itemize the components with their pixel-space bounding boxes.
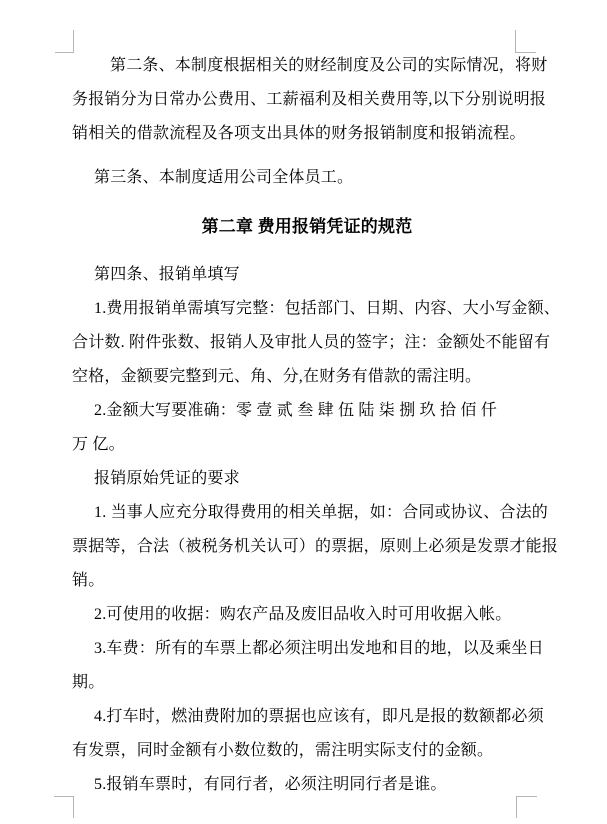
paragraph-req1-invoices xyxy=(72,496,559,598)
paragraph-article3 xyxy=(72,161,542,195)
crop-mark-bottom-left xyxy=(54,796,74,818)
text-area xyxy=(72,49,561,802)
text-line: 票据等，合法（被税务机关认可）的票据，原则上必须是发票才能报 xyxy=(72,538,559,555)
text-line: 第四条、报销单填写 xyxy=(94,266,240,283)
paragraph-item1-fill-complete xyxy=(72,292,561,394)
paragraph-voucher-requirements-subheading xyxy=(72,462,542,496)
paragraph-req3-transport-tickets xyxy=(72,632,542,700)
chapter-heading-text: 第二章 费用报销凭证的规范 xyxy=(201,217,413,236)
text-line: 1. 当事人应充分取得费用的相关单据，如：合同或协议、合法的 xyxy=(94,504,549,521)
paragraph-item2-capital-numerals xyxy=(72,394,542,462)
chapter-heading xyxy=(72,210,542,244)
text-line: 期。 xyxy=(72,674,105,691)
paragraph-article2-intro xyxy=(72,49,548,151)
text-line: 合计数. 附件张数、报销人及审批人员的签字；注：金额处不能留有 xyxy=(72,334,551,351)
text-line: 务报销分为日常办公费用、工薪福利及相关费用等,以下分别说明报 xyxy=(72,91,547,108)
text-line: 第二条、本制度根据相关的财经制度及公司的实际情况，将财 xyxy=(110,57,548,74)
text-line: 1.费用报销单需填写完整：包括部门、日期、内容、大小写金额、 xyxy=(94,300,561,317)
text-line: 2.金额大写要准确：零 壹 贰 叁 肆 伍 陆 柒 捌 玖 拾 佰 仟 xyxy=(94,402,498,419)
text-line: 5.报销车票时，有同行者，必须注明同行者是谁。 xyxy=(94,776,447,793)
paragraph-req2-receipts xyxy=(72,598,542,632)
paragraph-req5-companions xyxy=(72,768,542,802)
text-line: 空格，金额要完整到元、角、分,在财务有借款的需注明。 xyxy=(72,368,482,385)
text-line: 4.打车时，燃油费附加的票据也应该有，即凡是报的数额都必须 xyxy=(94,708,544,725)
text-line: 第三条、本制度适用公司全体员工。 xyxy=(94,169,354,186)
text-line: 2.可使用的收据：购农产品及废旧品收入时可用收据入帐。 xyxy=(94,606,512,623)
text-line: 3.车费：所有的车票上都必须注明出发地和目的地，以及乘坐日 xyxy=(94,640,544,657)
text-line: 销相关的借款流程及各项支出具体的财务报销制度和报销流程。 xyxy=(72,125,526,142)
text-line: 报销原始凭证的要求 xyxy=(94,470,240,487)
text-line: 有发票，同时金额有小数位数的，需注明实际支付的金额。 xyxy=(72,742,494,759)
text-line: 万 亿。 xyxy=(72,436,125,453)
paragraph-article4 xyxy=(72,258,542,292)
text-line: 销。 xyxy=(72,572,105,589)
paragraph-req4-taxi-fuel-surcharge xyxy=(72,700,542,768)
